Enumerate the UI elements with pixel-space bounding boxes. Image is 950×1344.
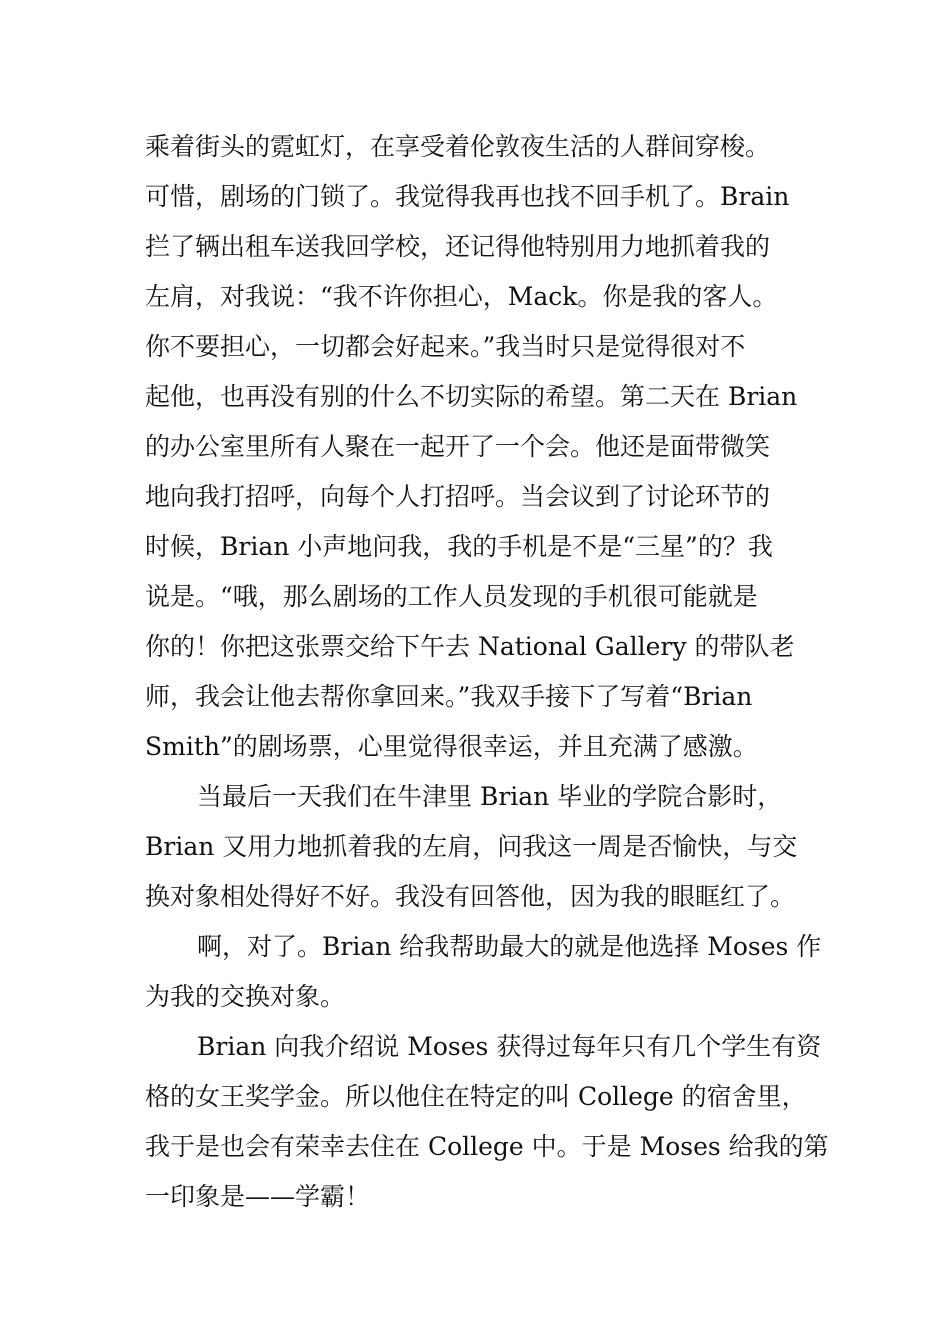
text-line: 地向我打招呼，向每个人打招呼。当会议到了讨论环节的 [145,482,771,511]
text-line: Smith”的剧场票，心里觉得很幸运，并且充满了感激。 [145,732,758,761]
text-line: 格的女王奖学金。所以他住在特定的叫 College 的宿舍里， [145,1082,807,1111]
paragraph-start-line: Brian 向我介绍说 Moses 获得过每年只有几个学生有资 [197,1032,822,1061]
text-line: 你的！你把这张票交给下午去 National Gallery 的带队老 [145,632,795,661]
text-line: 拦了辆出租车送我回学校，还记得他特别用力地抓着我的 [145,232,771,261]
body-text [145,122,829,1222]
text-line: 左肩，对我说：“我不许你担心，Mack。你是我的客人。 [145,282,778,311]
text-line: 你不要担心，一切都会好起来。”我当时只是觉得很对不 [145,332,746,361]
text-line: 时候，Brian 小声地问我，我的手机是不是“三星”的？我 [145,532,773,561]
text-line: 我于是也会有荣幸去住在 College 中。于是 Moses 给我的第 [145,1132,829,1161]
text-line: 起他，也再没有别的什么不切实际的希望。第二天在 Brian [145,382,798,411]
paragraph-start-line: 当最后一天我们在牛津里 Brian 毕业的学院合影时， [197,782,783,811]
text-line: 一印象是——学霸！ [145,1182,371,1211]
text-line: 换对象相处得好不好。我没有回答他，因为我的眼眶红了。 [145,882,796,911]
text-line: 说是。“哦，那么剧场的工作人员发现的手机很可能就是 [145,582,758,611]
text-line: 的办公室里所有人聚在一起开了一个会。他还是面带微笑 [145,432,771,461]
text-line: 可惜，剧场的门锁了。我觉得我再也找不回手机了。Brain [145,182,790,211]
paragraph-start-line: 啊，对了。Brian 给我帮助最大的就是他选择 Moses 作 [197,932,822,961]
text-line: 乘着街头的霓虹灯，在享受着伦敦夜生活的人群间穿梭。 [145,132,771,161]
text-line: Brian 又用力地抓着我的左肩，问我这一周是否愉快，与交 [145,832,798,861]
text-line: 为我的交换对象。 [145,982,346,1011]
text-line: 师，我会让他去帮你拿回来。”我双手接下了写着“Brian [145,682,753,711]
